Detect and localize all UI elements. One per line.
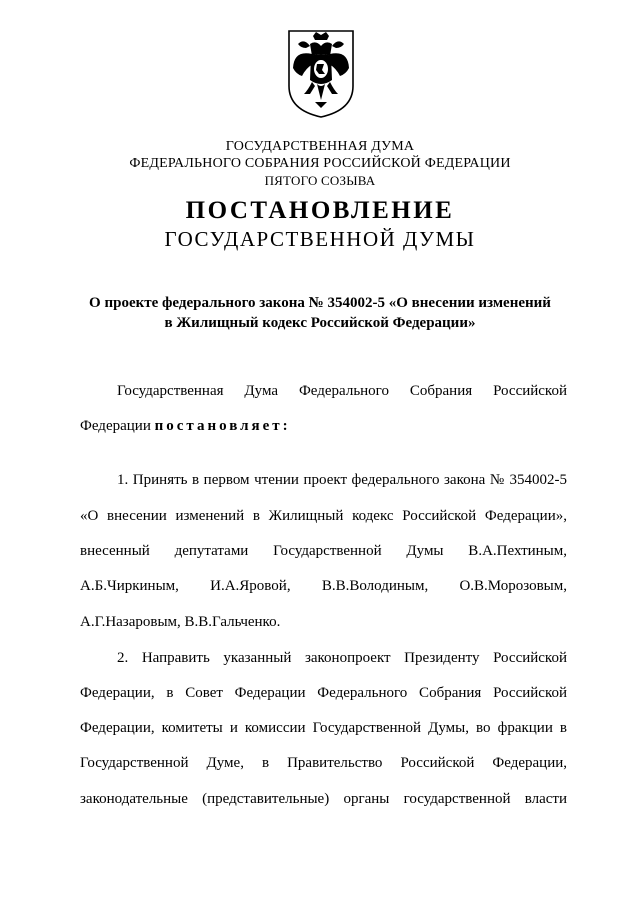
item1-line2: «О внесении изменений в Жилищный кодекс Российской Федерации», [80,508,567,524]
preamble-verb: постановляет: [154,418,291,434]
item2-line4: Государственной Думе, в Правительство Российской Федерации, [80,755,567,771]
subject-line1: О проекте федерального закона № 354002-5 «О внесении изменений [89,295,551,311]
document-type-title: ПОСТАНОВЛЕНИЕ [185,197,455,224]
preamble-line2 [80,416,567,436]
double-headed-eagle-icon [286,28,356,120]
coat-of-arms-emblem [286,28,356,120]
item1-line3: внесенный депутатами Государственной Думы В.А.Пехтиным, [80,543,567,559]
item1-line1: 1. Принять в первом чтении проект федерального закона № 354002-5 [117,472,567,488]
convocation-label: ПЯТОГО СОЗЫВА [264,173,376,188]
document-subtitle: ГОСУДАРСТВЕННОЙ ДУМЫ [164,227,476,251]
item1-line4: А.Б.Чиркиным, И.А.Яровой, В.В.Володиным, О.В.Морозовым, [80,578,567,594]
preamble-line1: Государственная Дума Федерального Собрания Российской [117,383,567,399]
subject-line2: в Жилищный кодекс Российской Федерации» [164,315,476,331]
item2-line2: Федерации, в Совет Федерации Федерального Собрания Российской [80,685,567,701]
organization-name-line2: ФЕДЕРАЛЬНОГО СОБРАНИЯ РОССИЙСКОЙ ФЕДЕРАЦИИ [129,156,511,171]
preamble-prefix: Федерации [80,418,155,434]
item2-line3: Федерации, комитеты и комиссии Государственной Думы, во фракции в [80,720,567,736]
item1-line5: А.Г.Назаровым, В.В.Гальченко. [80,614,281,630]
item2-line5: законодательные (представительные) органы государственной власти [80,791,567,807]
organization-name-line1: ГОСУДАРСТВЕННАЯ ДУМА [225,139,415,154]
item2-line1: 2. Направить указанный законопроект Президенту Российской [117,650,567,666]
